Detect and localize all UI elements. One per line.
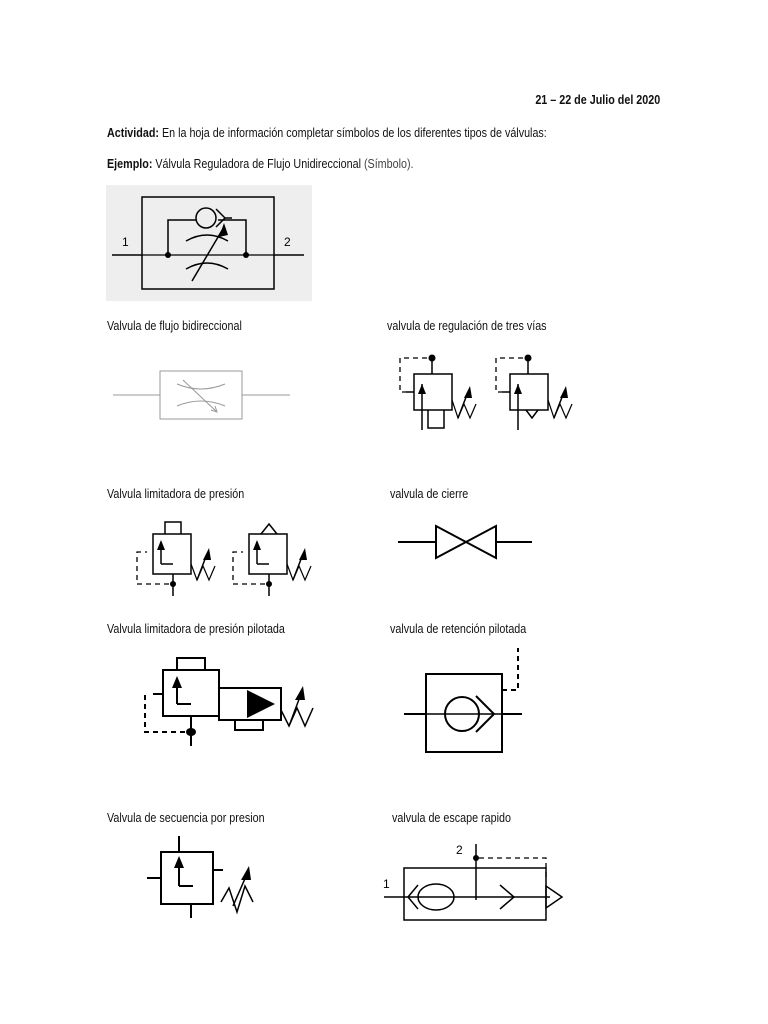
three-way-regulation-symbol (392, 352, 582, 434)
shutoff-valve-symbol (396, 522, 536, 562)
label-flow-bidirectional: Valvula de flujo bidireccional (107, 319, 242, 333)
example-flow-regulator-symbol (106, 185, 312, 301)
label-piloted-pressure-limiting: Valvula limitadora de presión pilotada (107, 622, 285, 636)
example-port-2: 2 (284, 235, 291, 249)
label-piloted-check: valvula de retención pilotada (390, 622, 527, 636)
activity-text: En la hoja de información completar símbolos de los diferentes tipos de válvulas: (158, 126, 547, 140)
example-suffix: (Símbolo). (360, 157, 414, 171)
example-port-1: 1 (122, 235, 129, 249)
label-quick-exhaust: valvula de escape rapido (392, 811, 511, 825)
example-text: Válvula Reguladora de Flujo Unidireccional (152, 157, 361, 171)
quick-exhaust-symbol (380, 838, 570, 922)
label-shutoff: valvula de cierre (390, 487, 469, 501)
example-line (107, 156, 414, 172)
pressure-sequence-symbol (143, 836, 283, 922)
pressure-limiting-symbol (125, 516, 325, 602)
piloted-check-valve-symbol (402, 648, 532, 758)
quick-exhaust-port-2: 2 (456, 843, 463, 857)
label-pressure-sequence: Valvula de secuencia por presion (107, 811, 265, 825)
example-label: Ejemplo: (107, 157, 153, 171)
quick-exhaust-port-1: 1 (383, 877, 390, 891)
label-three-way-regulation: valvula de regulación de tres vías (387, 319, 547, 333)
label-pressure-limiting: Valvula limitadora de presión (107, 487, 245, 501)
activity-instruction (107, 125, 547, 141)
piloted-pressure-limiting-symbol (135, 650, 335, 750)
activity-label: Actividad: (107, 126, 159, 140)
flow-bidirectional-symbol (113, 366, 293, 426)
document-date: 21 – 22 de Julio del 2020 (535, 93, 660, 107)
